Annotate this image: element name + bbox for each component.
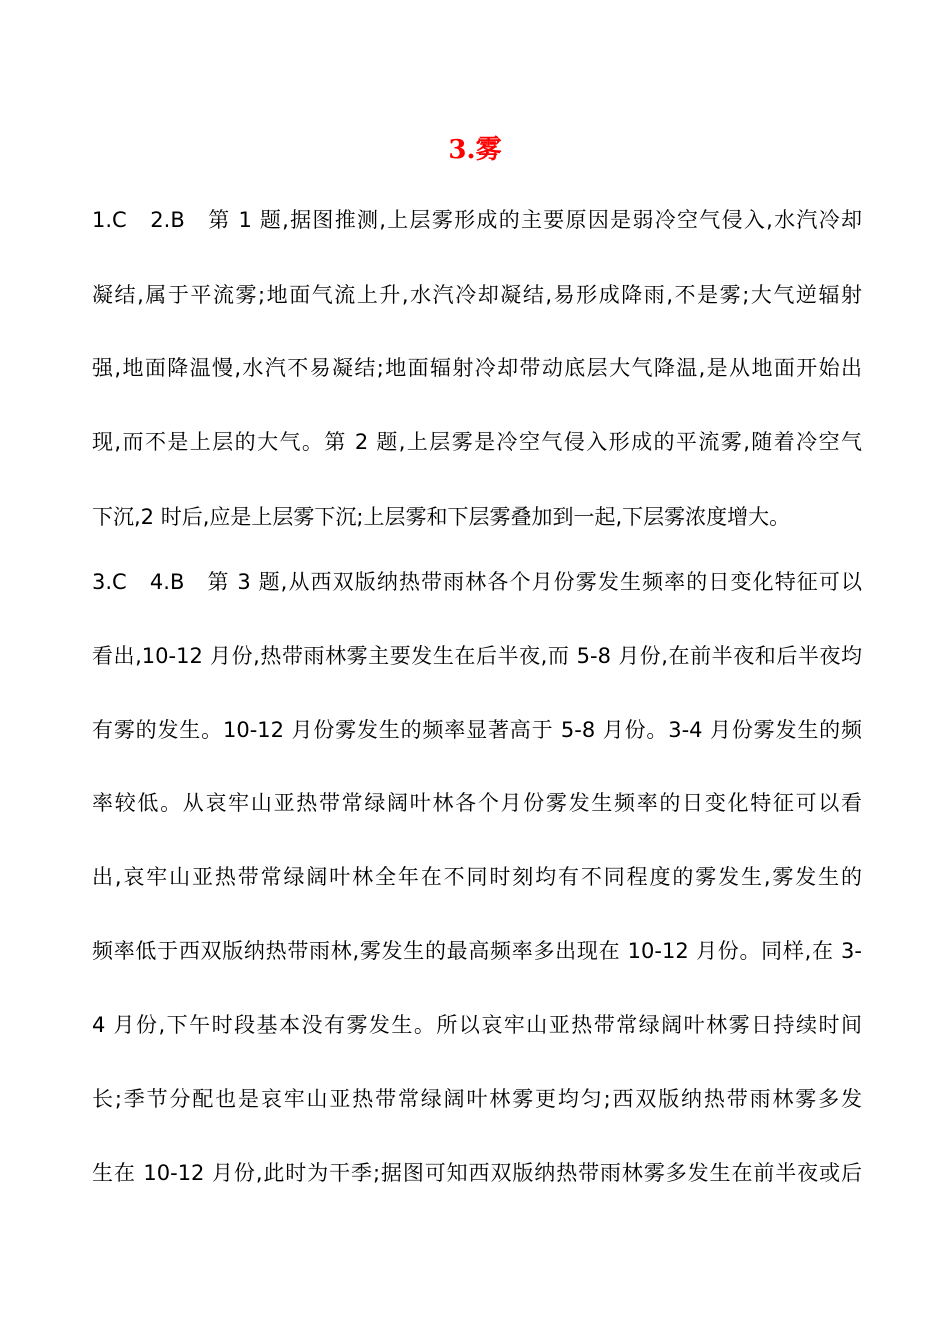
text-line: 凝结,属于平流雾;地面气流上升,水汽冷却凝结,易形成降雨,不是雾;大气逆辐射 — [92, 283, 862, 307]
text-line: 1.C 2.B 第 1 题,据图推测,上层雾形成的主要原因是弱冷空气侵入,水汽冷却 — [92, 208, 862, 232]
text-line: 强,地面降温慢,水汽不易凝结;地面辐射冷却带动底层大气降温,是从地面开始出 — [92, 356, 862, 380]
text-line: 长;季节分配也是哀牢山亚热带常绿阔叶林雾更均匀;西双版纳热带雨林雾多发 — [92, 1087, 862, 1111]
text-line: 3.C 4.B 第 3 题,从西双版纳热带雨林各个月份雾发生频率的日变化特征可以 — [92, 570, 862, 594]
section-title: 3.雾 — [448, 135, 502, 165]
text-line: 现,而不是上层的大气。第 2 题,上层雾是冷空气侵入形成的平流雾,随着冷空气 — [92, 430, 862, 454]
text-line: 下沉,2 时后,应是上层雾下沉;上层雾和下层雾叠加到一起,下层雾浓度增大。 — [92, 505, 791, 529]
text-line: 生在 10-12 月份,此时为干季;据图可知西双版纳热带雨林雾多发生在前半夜或后 — [92, 1161, 862, 1185]
text-line: 出,哀牢山亚热带常绿阔叶林全年在不同时刻均有不同程度的雾发生,雾发生的 — [92, 865, 862, 889]
text-line: 4 月份,下午时段基本没有雾发生。所以哀牢山亚热带常绿阔叶林雾日持续时间 — [92, 1013, 862, 1037]
text-line: 看出,10-12 月份,热带雨林雾主要发生在后半夜,而 5-8 月份,在前半夜和后半夜均 — [92, 644, 862, 668]
text-line: 率较低。从哀牢山亚热带常绿阔叶林各个月份雾发生频率的日变化特征可以看 — [92, 791, 862, 815]
text-line: 有雾的发生。10-12 月份雾发生的频率显著高于 5-8 月份。3-4 月份雾发生的频 — [92, 718, 862, 742]
text-line: 频率低于西双版纳热带雨林,雾发生的最高频率多出现在 10-12 月份。同样,在 3- — [92, 939, 862, 963]
